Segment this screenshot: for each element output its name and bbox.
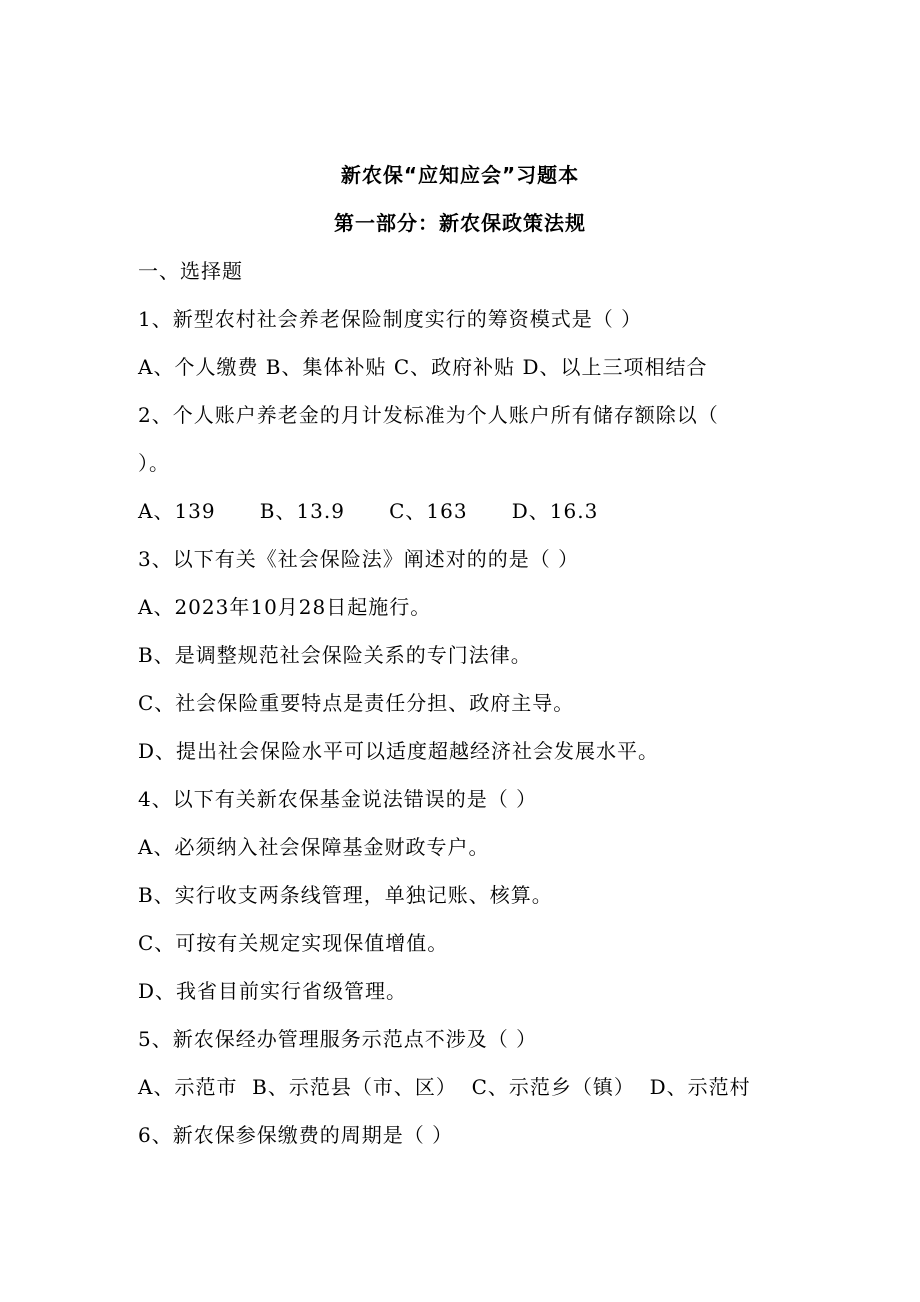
option-line: C、可按有关规定实现保值增值。	[138, 931, 449, 955]
document-title: 新农保“应知应会”习题本	[340, 163, 580, 187]
part-heading: 第一部分：新农保政策法规	[334, 211, 586, 235]
option-line: C、社会保险重要特点是责任分担、政府主导。	[138, 691, 575, 715]
question-line-continued: ）。	[138, 451, 170, 475]
option-line: A、139 B、13.9 C、163 D、16.3	[138, 499, 599, 523]
option-line: B、实行收支两条线管理，单独记账、核算。	[138, 883, 553, 907]
question-line: 5、新农保经办管理服务示范点不涉及（ ）	[138, 1027, 538, 1051]
question-line: 4、以下有关新农保基金说法错误的是（ ）	[138, 787, 538, 811]
option-line: A、示范市 B、示范县（市、区） C、示范乡（镇） D、示范村	[138, 1075, 751, 1099]
question-line: 3、以下有关《社会保险法》阐述对的的是（ ）	[138, 547, 580, 571]
document-page	[0, 151, 920, 1159]
question-line: 2、个人账户养老金的月计发标准为个人账户所有储存额除以（	[138, 403, 719, 427]
option-line: A、2023年10月28日起施行。	[138, 595, 432, 619]
option-line: B、是调整规范社会保险关系的专门法律。	[138, 643, 532, 667]
option-line: D、我省目前实行省级管理。	[138, 979, 408, 1003]
section-heading: 一、选择题	[138, 259, 243, 283]
option-line: A、必须纳入社会保障基金财政专户。	[138, 835, 490, 859]
option-line: D、提出社会保险水平可以适度超越经济社会发展水平。	[138, 739, 660, 763]
question-line: 6、新农保参保缴费的周期是（ ）	[138, 1123, 454, 1147]
option-line: A、个人缴费 B、集体补贴 C、政府补贴 D、以上三项相结合	[138, 355, 708, 379]
question-line: 1、新型农村社会养老保险制度实行的筹资模式是（ ）	[138, 307, 643, 331]
